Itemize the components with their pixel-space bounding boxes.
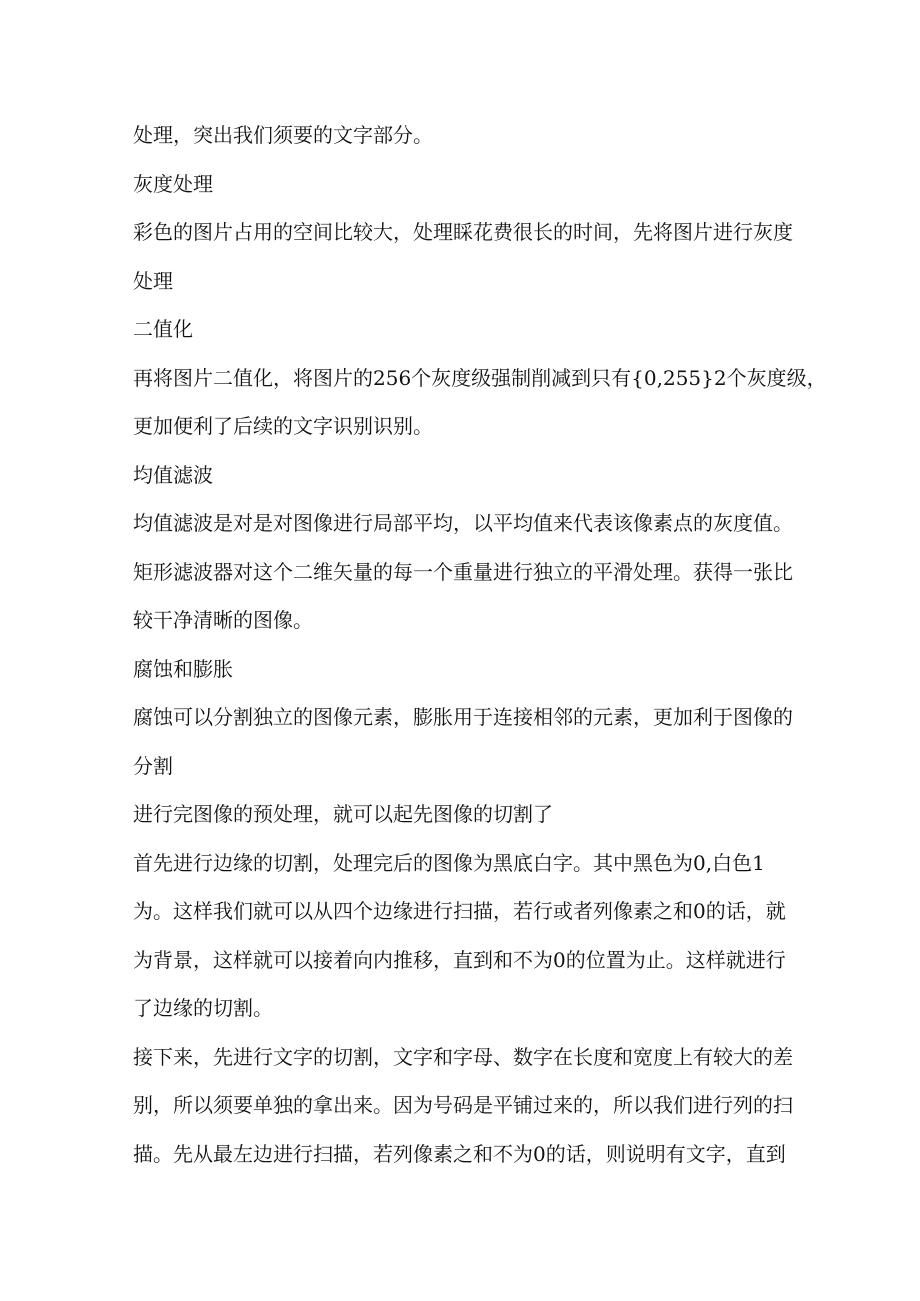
text-line: 处理 [133, 268, 173, 293]
text-line: 腐蚀可以分割独立的图像元素，膨胀用于连接相邻的元素，更加利于图像的 [133, 705, 793, 729]
text-line: 进行完图像的预处理，就可以起先图像的切割了 [133, 802, 553, 826]
section-heading-binarization: 二值化 [133, 317, 193, 341]
text-line: 再将图片二值化，将图片的256个灰度级强制削减到只有{0,255}2个灰度级， [133, 365, 827, 390]
text-line: 首先进行边缘的切割，处理完后的图像为黑底白字。其中黑色为0,白色1 [133, 850, 765, 875]
text-line: 了边缘的切割。 [133, 996, 273, 1020]
text-line: 彩色的图片占用的空间比较大，处理睬花费很长的时间，先将图片进行灰度 [133, 220, 793, 244]
text-line: 为。这样我们就可以从四个边缘进行扫描，若行或者列像素之和0的话，就 [133, 899, 786, 923]
text-line: 别，所以须要单独的拿出来。因为号码是平铺过来的，所以我们进行列的扫 [133, 1093, 793, 1117]
text-line: 较干净清晰的图像。 [133, 608, 313, 632]
section-heading-mean-filter: 均值滤波 [133, 462, 213, 487]
text-line: 矩形滤波器对这个二维矢量的每一个重量进行独立的平滑处理。获得一张比 [133, 559, 793, 584]
section-heading-grayscale: 灰度处理 [133, 171, 213, 196]
text-line: 接下来，先进行文字的切割，文字和字母、数字在长度和宽度上有较大的差 [133, 1044, 793, 1069]
text-line: 为背景，这样就可以接着向内推移，直到和不为0的位置为止。这样就进行 [133, 947, 786, 972]
document-body [133, 111, 827, 1178]
text-line: 描。先从最左边进行扫描，若列像素之和不为0的话，则说明有文字，直到 [133, 1141, 786, 1166]
text-line: 均值滤波是对是对图像进行局部平均，以平均值来代表该像素点的灰度值。 [133, 511, 793, 535]
text-line: 更加便利了后续的文字识别识别。 [133, 414, 433, 438]
section-heading-erosion-dilation: 腐蚀和膨胀 [133, 656, 233, 681]
text-line: 处理，突出我们须要的文字部分。 [133, 123, 433, 147]
text-line: 分割 [133, 753, 173, 778]
